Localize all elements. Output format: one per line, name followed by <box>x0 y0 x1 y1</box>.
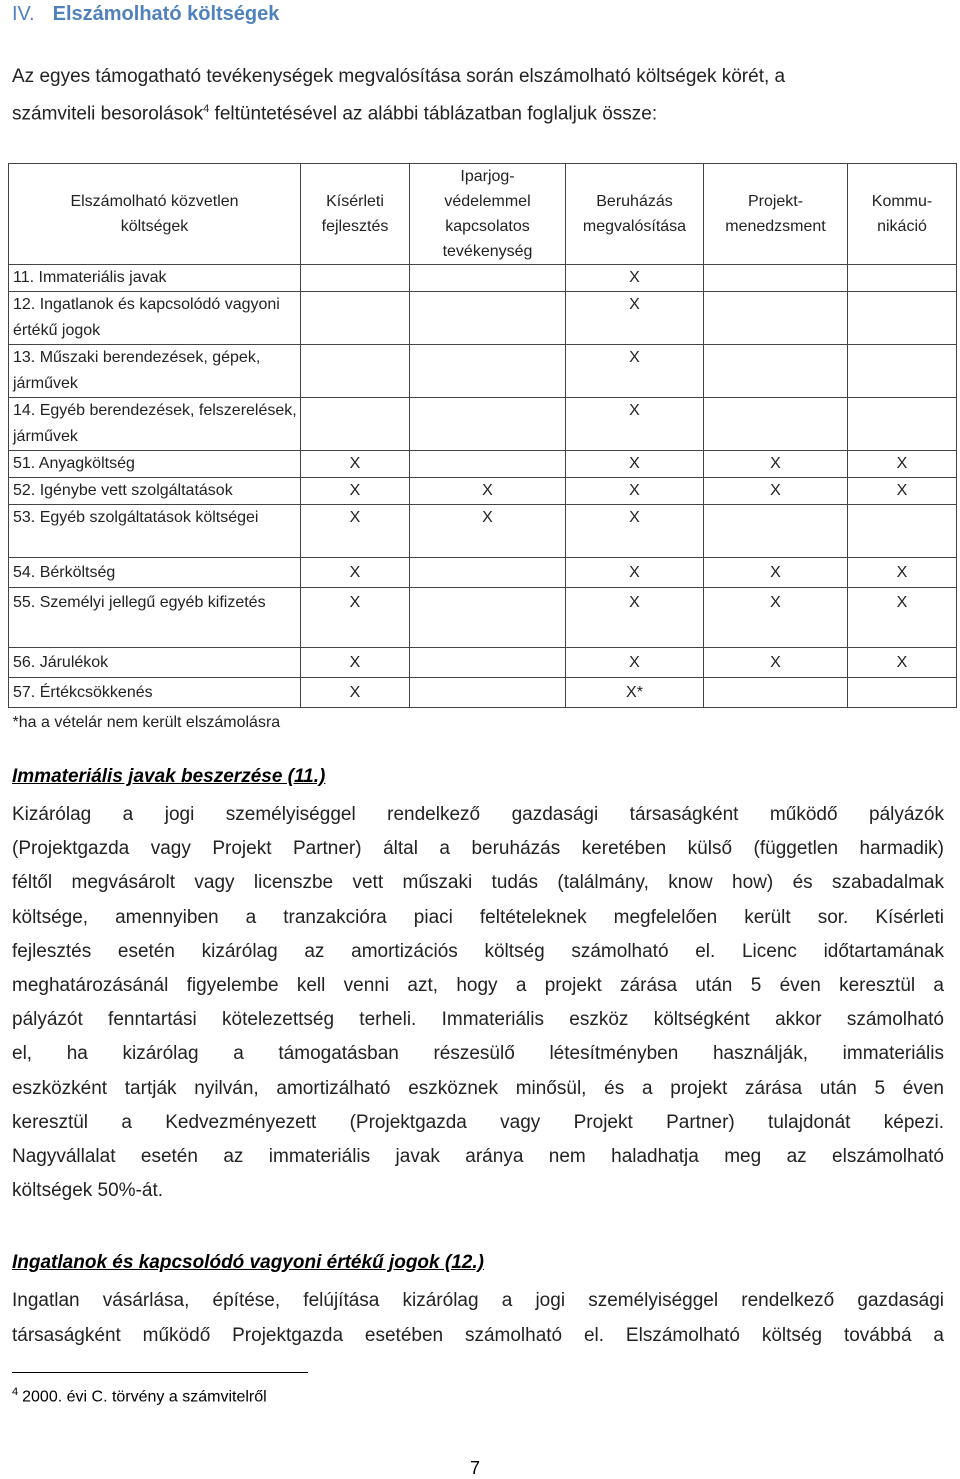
paragraph-line: társaságként működő Projektgazda esetében számolható el. Elszámolható költség továbbá a <box>12 1324 944 1346</box>
table-cell <box>410 678 566 708</box>
table-cell <box>301 398 410 451</box>
intro-paragraph <box>12 60 946 130</box>
table-cell: X <box>566 451 704 478</box>
table-cell: X <box>848 558 957 588</box>
table-cell: X <box>848 648 957 678</box>
table-cell: X <box>301 588 410 648</box>
table-row <box>9 292 957 345</box>
intro-line: Az egyes támogatható tevékenységek megvalósítása során elszámolható költségek körét, a <box>12 66 786 87</box>
table-cell: X <box>848 588 957 648</box>
table-cell <box>704 265 848 292</box>
table-cell: X <box>301 451 410 478</box>
table-cell: X <box>566 398 704 451</box>
table-cell: X <box>566 588 704 648</box>
table-cell <box>848 345 957 398</box>
table-cell: X <box>566 648 704 678</box>
table-cell: X <box>704 648 848 678</box>
table-note: *ha a vételár nem került elszámolásra <box>12 714 281 731</box>
row-label: 57. Értékcsökkenés <box>9 678 301 708</box>
paragraph-line: féltől megvásárolt vagy licenszbe vett műszaki tudás (találmány, know how) és szabadalmak <box>12 872 944 894</box>
header-communication: Kommu- nikáció <box>848 164 957 265</box>
table-row <box>9 588 957 648</box>
table-row <box>9 558 957 588</box>
footnote-divider <box>12 1372 308 1373</box>
header-ip-protection: Iparjog- védelemmel kapcsolatos tevékenység <box>410 164 566 265</box>
paragraph-line: eszközként tartják nyilván, amortizálható eszköznek minősül, és a projekt zárása után 5 éven <box>12 1077 944 1099</box>
table-cell: X <box>848 478 957 505</box>
table-cell: X <box>410 505 566 558</box>
row-label: 51. Anyagköltség <box>9 451 301 478</box>
row-label: 11. Immateriális javak <box>9 265 301 292</box>
table-cell: X <box>566 265 704 292</box>
table-cell <box>410 345 566 398</box>
table-cell: X <box>704 478 848 505</box>
table-cell <box>410 558 566 588</box>
row-label: 14. Egyéb berendezések, felszerelések, járművek <box>9 398 301 451</box>
table-cell: X <box>566 292 704 345</box>
paragraph-line: Ingatlan vásárlása, építése, felújítása kizárólag a jogi személyiséggel rendelkező gazdasági <box>12 1290 944 1311</box>
header-cost-type: Elszámolható közvetlen költségek <box>9 164 301 265</box>
paragraph-line: költségek 50%-át. <box>12 1180 164 1202</box>
paragraph-line: el, ha kizárólag a támogatásban részesülő létesítményben használják, immateriális <box>12 1043 944 1065</box>
section-paragraph-real-estate <box>12 1284 944 1353</box>
table-cell <box>301 265 410 292</box>
header-experimental-development: Kísérleti fejlesztés <box>301 164 410 265</box>
table-cell: X <box>704 588 848 648</box>
table-cell <box>848 398 957 451</box>
table-row <box>9 505 957 558</box>
page-number: 7 <box>470 1458 481 1478</box>
table-cell <box>301 345 410 398</box>
paragraph-line: (Projektgazda vagy Projekt Partner) által a beruházás keretében külső (független harmadik) <box>12 838 944 860</box>
footnote-mark: 4 <box>12 1386 19 1398</box>
table-cell <box>410 292 566 345</box>
table-cell: X <box>301 558 410 588</box>
table-cell <box>410 451 566 478</box>
table-cell <box>848 505 957 558</box>
table-cell <box>848 292 957 345</box>
section-number: IV. <box>12 3 35 25</box>
row-label: 13. Műszaki berendezések, gépek, járművek <box>9 345 301 398</box>
table-cell <box>410 398 566 451</box>
section-paragraph-intangible <box>12 798 944 1208</box>
table-row <box>9 678 957 708</box>
header-investment: Beruházás megvalósítása <box>566 164 704 265</box>
table-cell <box>301 292 410 345</box>
paragraph-line: fejlesztés esetén kizárólag az amortizációs költség számolható el. Licenc időtartamának <box>12 940 944 962</box>
intro-text: számviteli besorolások <box>12 103 204 125</box>
row-label: 56. Járulékok <box>9 648 301 678</box>
intro-text: feltüntetésével az alábbi táblázatban foglaljuk össze: <box>209 103 658 125</box>
table-cell <box>704 398 848 451</box>
table-cell: X <box>566 345 704 398</box>
header-project-management: Projekt- menedzsment <box>704 164 848 265</box>
table-cell <box>704 678 848 708</box>
footnote-text: 2000. évi C. törvény a számvitelről <box>22 1388 267 1406</box>
table-cell: X <box>301 505 410 558</box>
table-cell <box>848 678 957 708</box>
row-label: 12. Ingatlanok és kapcsolódó vagyoni értékű jogok <box>9 292 301 345</box>
table-cell <box>704 292 848 345</box>
table-cell: X <box>301 478 410 505</box>
row-label: 55. Személyi jellegű egyéb kifizetés <box>9 588 301 648</box>
table-cell: X <box>704 451 848 478</box>
table-cell <box>704 345 848 398</box>
intro-line <box>12 93 946 130</box>
table-cell: X <box>704 558 848 588</box>
table-cell: X <box>301 648 410 678</box>
section-title: Elszámolható költségek <box>52 3 280 25</box>
table-row <box>9 478 957 505</box>
table-cell <box>848 265 957 292</box>
footnote <box>12 1386 267 1406</box>
row-label: 53. Egyéb szolgáltatások költségei <box>9 505 301 558</box>
paragraph-line: pályázót fenntartási kötelezettség terheli. Immateriális eszköz költségként akkor számolható <box>12 1009 944 1031</box>
table-row <box>9 398 957 451</box>
table-cell: X* <box>566 678 704 708</box>
table-cell: X <box>566 558 704 588</box>
table-cell: X <box>301 678 410 708</box>
row-label: 52. Igénybe vett szolgáltatások <box>9 478 301 505</box>
footnote-ref: 4 <box>203 103 210 115</box>
paragraph-line: meghatározásánál figyelembe kell venni azt, hogy a projekt zárása után 5 éven keresztül a <box>12 975 944 997</box>
row-label: 54. Bérköltség <box>9 558 301 588</box>
section-heading <box>12 0 279 28</box>
table-cell <box>704 505 848 558</box>
table-cell <box>410 648 566 678</box>
table-cell <box>410 588 566 648</box>
paragraph-line: Nagyvállalat esetén az immateriális javak aránya nem haladhatja meg az elszámolható <box>12 1146 944 1168</box>
table-row <box>9 345 957 398</box>
table-cell: X <box>566 505 704 558</box>
eligible-costs-table <box>8 163 957 738</box>
paragraph-line: Kizárólag a jogi személyiséggel rendelkező gazdasági társaságként működő pályázók <box>12 804 944 825</box>
paragraph-line: költsége, amennyiben a tranzakcióra piaci feltételeknek megfelelően került sor. Kísérleti <box>12 906 944 928</box>
table-row <box>9 648 957 678</box>
table-cell: X <box>410 478 566 505</box>
paragraph-line: keresztül a Kedvezményezett (Projektgazda vagy Projekt Partner) tulajdonát képezi. <box>12 1111 944 1133</box>
table-header-row <box>9 164 957 265</box>
table-cell <box>410 265 566 292</box>
table-cell: X <box>566 478 704 505</box>
table-note-row <box>9 708 957 739</box>
table-row <box>9 451 957 478</box>
table-row <box>9 265 957 292</box>
section-title-intangible: Immateriális javak beszerzése (11.) <box>12 766 326 787</box>
section-title-real-estate: Ingatlanok és kapcsolódó vagyoni értékű jogok (12.) <box>12 1252 484 1273</box>
table-cell: X <box>848 451 957 478</box>
